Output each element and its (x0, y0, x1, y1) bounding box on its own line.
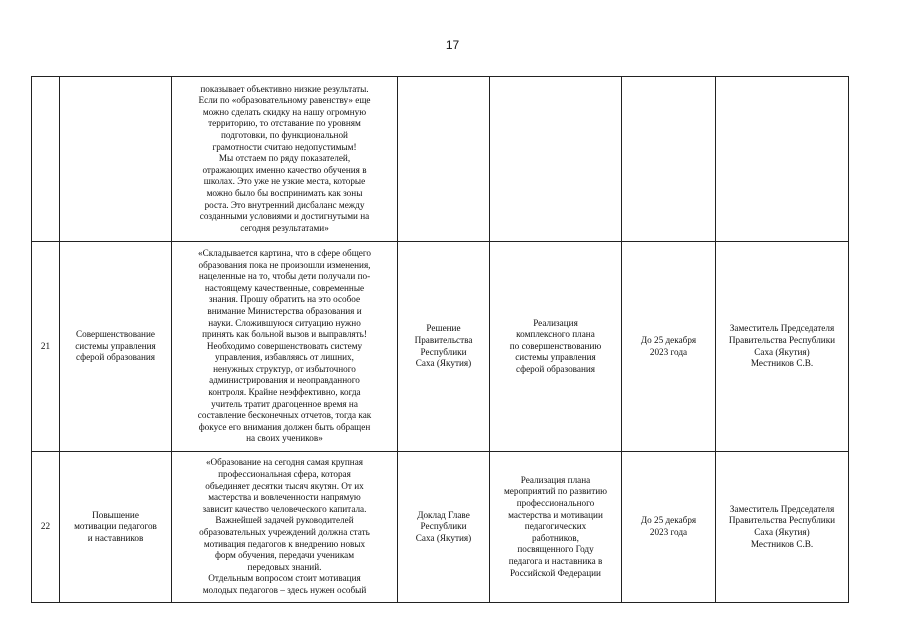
row-number-cell: 21 (32, 242, 60, 452)
quote-cell (172, 242, 398, 452)
event-cell (490, 77, 622, 242)
direction-cell (60, 452, 172, 603)
responsible-text: Заместитель Председателя Правительства Республики Саха (Якутия) Местников С.В. (728, 323, 836, 369)
responsible-cell (716, 242, 849, 452)
event-cell (490, 242, 622, 452)
measures-table (31, 76, 849, 603)
quote-text: «Образование на сегодня самая крупная профессиональная сфера, которая объединяет десятки тысяч якутян. От их мастерства и вовлеченности напрямую зависит качество человеческого капитала. Важнейшей задачей руководителей образовательных учреждений должна стать мотивация педагогов к внедрению новых форм обучения, передачи ученикам передовых знаний. Отдельным вопросом стоит мотивация молодых педагогов – здесь нужен особый (199, 457, 370, 595)
quote-cell (172, 452, 398, 603)
quote-cell (172, 77, 398, 242)
document-cell (398, 242, 490, 452)
document-cell (398, 77, 490, 242)
deadline-text: До 25 декабря 2023 года (640, 515, 697, 537)
deadline-cell (622, 242, 716, 452)
quote-text: «Складывается картина, что в сфере общего образования пока не произошли изменения, нацеленные на то, чтобы дети получали по- настоящему качественные, современные знания. Прошу обратить на это особое внимание Министерства образования и науки. Сложившуюся ситуацию нужно принять как больной вызов и выправлять! Необходимо совершенствовать систему управления, избавляясь от лишних, ненужных структур, от избыточного администрирования и неоправданного контроля. Крайне неэффективно, когда учитель тратит драгоценное время на составление бесконечных отчетов, тогда как фокусе его внимания должен быть обращен на своих учеников» (197, 247, 372, 444)
direction-text: Повышение мотивации педагогов и наставников (74, 509, 157, 543)
document-text: Решение Правительства Республики Саха (Якутия) (414, 323, 473, 369)
responsible-cell (716, 452, 849, 603)
row-number-cell: 22 (32, 452, 60, 603)
direction-cell (60, 77, 172, 242)
document-cell (398, 452, 490, 603)
event-text: Реализация плана мероприятий по развитию профессионального мастерства и мотивации педагогических работников, посвященного Году педагога и наставника в Российской Федерации (503, 474, 608, 578)
page-number: 17 (445, 38, 460, 52)
table-row (32, 77, 849, 242)
direction-cell (60, 242, 172, 452)
row-number-cell (32, 77, 60, 242)
direction-text: Совершенствование системы управления сферой образования (75, 329, 156, 363)
event-cell (490, 452, 622, 603)
responsible-text: Заместитель Председателя Правительства Республики Саха (Якутия) Местников С.В. (728, 503, 836, 549)
event-text: Реализация комплексного плана по совершенствованию системы управления сферой образования (509, 317, 602, 374)
deadline-cell (622, 77, 716, 242)
document-text: Доклад Главе Республики Саха (Якутия) (415, 509, 472, 543)
table-row (32, 242, 849, 452)
responsible-cell (716, 77, 849, 242)
deadline-cell (622, 452, 716, 603)
quote-text: показывает объективно низкие результаты. Если по «образовательному равенству» еще можно сделать скидку на нашу огромную территорию, то отставание по уровням подготовки, по функциональной грамотности считаю недопустимым! Мы отстаем по ряду показателей, отражающих именно качество обучения в школах. Это уже не узкие места, которые можно было бы воспринимать как зоны роста. Это внутренний дисбаланс между созданными условиями и достигнутыми на сегодня результатами» (198, 83, 371, 233)
deadline-text: До 25 декабря 2023 года (640, 334, 697, 357)
table-row (32, 452, 849, 603)
